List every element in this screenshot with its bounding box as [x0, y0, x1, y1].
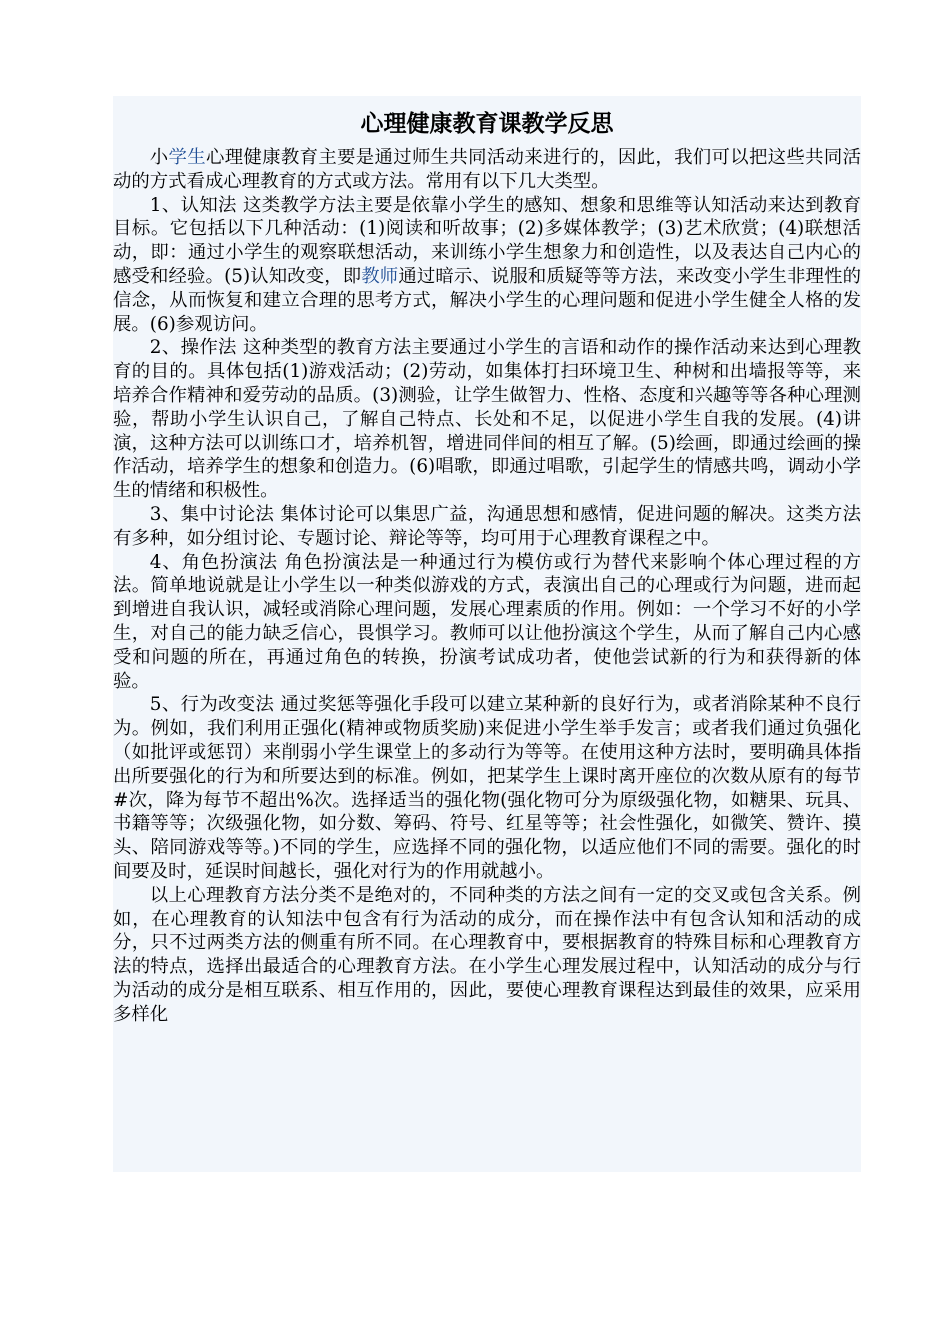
intro-text-end: 心理健康教育主要是通过师生共同活动来进行的，因此，我们可以把这些共同活动的方式看成心理教育的方式或方法。常用有以下几大类型。 [113, 147, 861, 192]
intro-paragraph [113, 146, 861, 194]
cognitive-text-end: 通过暗示、说服和质疑等等方法，来改变小学生非理性的信念，从而恢复和建立合理的思考方式，解决小学生的心理问题和促进小学生健全人格的发展。(6)参观访问。 [113, 265, 861, 335]
cognitive-text-start: 1、认知法 这类教学方法主要是依靠小学生的感知、想象和思维等认知活动来达到教育目标。它包括以下几种活动：(1)阅读和听故事；(2)多媒体教学；(3)艺术欣赏；(4)联想活动，即：通过小学生的观察联想活动，来训练小学生想象力和创造性，以及表达自己内心的感受和经验。(5)认知改变，即 [113, 194, 861, 287]
document-body [113, 96, 861, 1172]
behavior-change-method-paragraph: 5、行为改变法 通过奖惩等强化手段可以建立某种新的良好行为，或者消除某种不良行为。例如，我们利用正强化(精神或物质奖励)来促进小学生举手发言；或者我们通过负强化（如批评或惩罚）来削弱小学生课堂上的多动行为等等。在使用这种方法时，要明确具体指出所要强化的行为和所要达到的标准。例如，把某学生上课时离开座位的次数从原有的每节#次，降为每节不超出%次。选择适当的强化物(强化物可分为原级强化物，如糖果、玩具、书籍等等；次级强化物，如分数、筹码、符号、红星等等；社会性强化，如微笑、赞许、摸头、陪同游戏等等。)不同的学生，应选择不同的强化物，以适应他们不同的需要。强化的时间要及时，延误时间越长，强化对行为的作用就越小。 [113, 694, 861, 882]
role-play-method-paragraph: 4、角色扮演法 角色扮演法是一种通过行为模仿或行为替代来影响个体心理过程的方法。简单地说就是让小学生以一种类似游戏的方式，表演出自己的心理或行为问题，进而起到增进自我认识，减轻或消除心理问题，发展心理素质的作用。例如：一个学习不好的小学生，对自己的能力缺乏信心，畏惧学习。教师可以让他扮演这个学生，从而了解自己内心感受和问题的所在，再通过角色的转换，扮演考试成功者，使他尝试新的行为和获得新的体验。 [113, 551, 861, 692]
cognitive-method-paragraph [113, 194, 861, 337]
document-title: 心理健康教育课教学反思 [360, 111, 614, 137]
operation-method-paragraph: 2、操作法 这种类型的教育方法主要通过小学生的言语和动作的操作活动来达到心理教育的目的。具体包括(1)游戏活动；(2)劳动，如集体打扫环境卫生、种树和出墙报等等，来培养合作精神和爱劳动的品质。(3)测验，让学生做智力、性格、态度和兴趣等等各种心理测验，帮助小学生认识自己，了解自己特点、长处和不足，以促进小学生自我的发展。(4)讲演，这种方法可以训练口才，培养机智，增进同伴间的相互了解。(5)绘画，即通过绘画的操作活动，培养学生的想象和创造力。(6)唱歌，即通过唱歌，引起学生的情感共鸣，调动小学生的情绪和积极性。 [113, 337, 861, 502]
discussion-method-paragraph: 3、集中讨论法 集体讨论可以集思广益，沟通思想和感情，促进问题的解决。这类方法有多种，如分组讨论、专题讨论、辩论等等，均可用于心理教育课程之中。 [113, 503, 861, 549]
intro-text-start: 小 [149, 147, 169, 168]
conclusion-paragraph: 以上心理教育方法分类不是绝对的，不同种类的方法之间有一定的交叉或包含关系。例如，在心理教育的认知法中包含有行为活动的成分，而在操作法中有包含认知和活动的成分，只不过两类方法的侧重有所不同。在心理教育中，要根据教育的特殊目标和心理教育方法的特点，选择出最适合的心理教育方法。在小学生心理发展过程中，认知活动的成分与行为活动的成分是相互联系、相互作用的，因此，要使心理教育课程达到最佳的效果，应采用多样化 [113, 884, 861, 1025]
teacher-link[interactable]: 教师 [361, 265, 399, 287]
student-link[interactable]: 学生 [168, 147, 206, 168]
